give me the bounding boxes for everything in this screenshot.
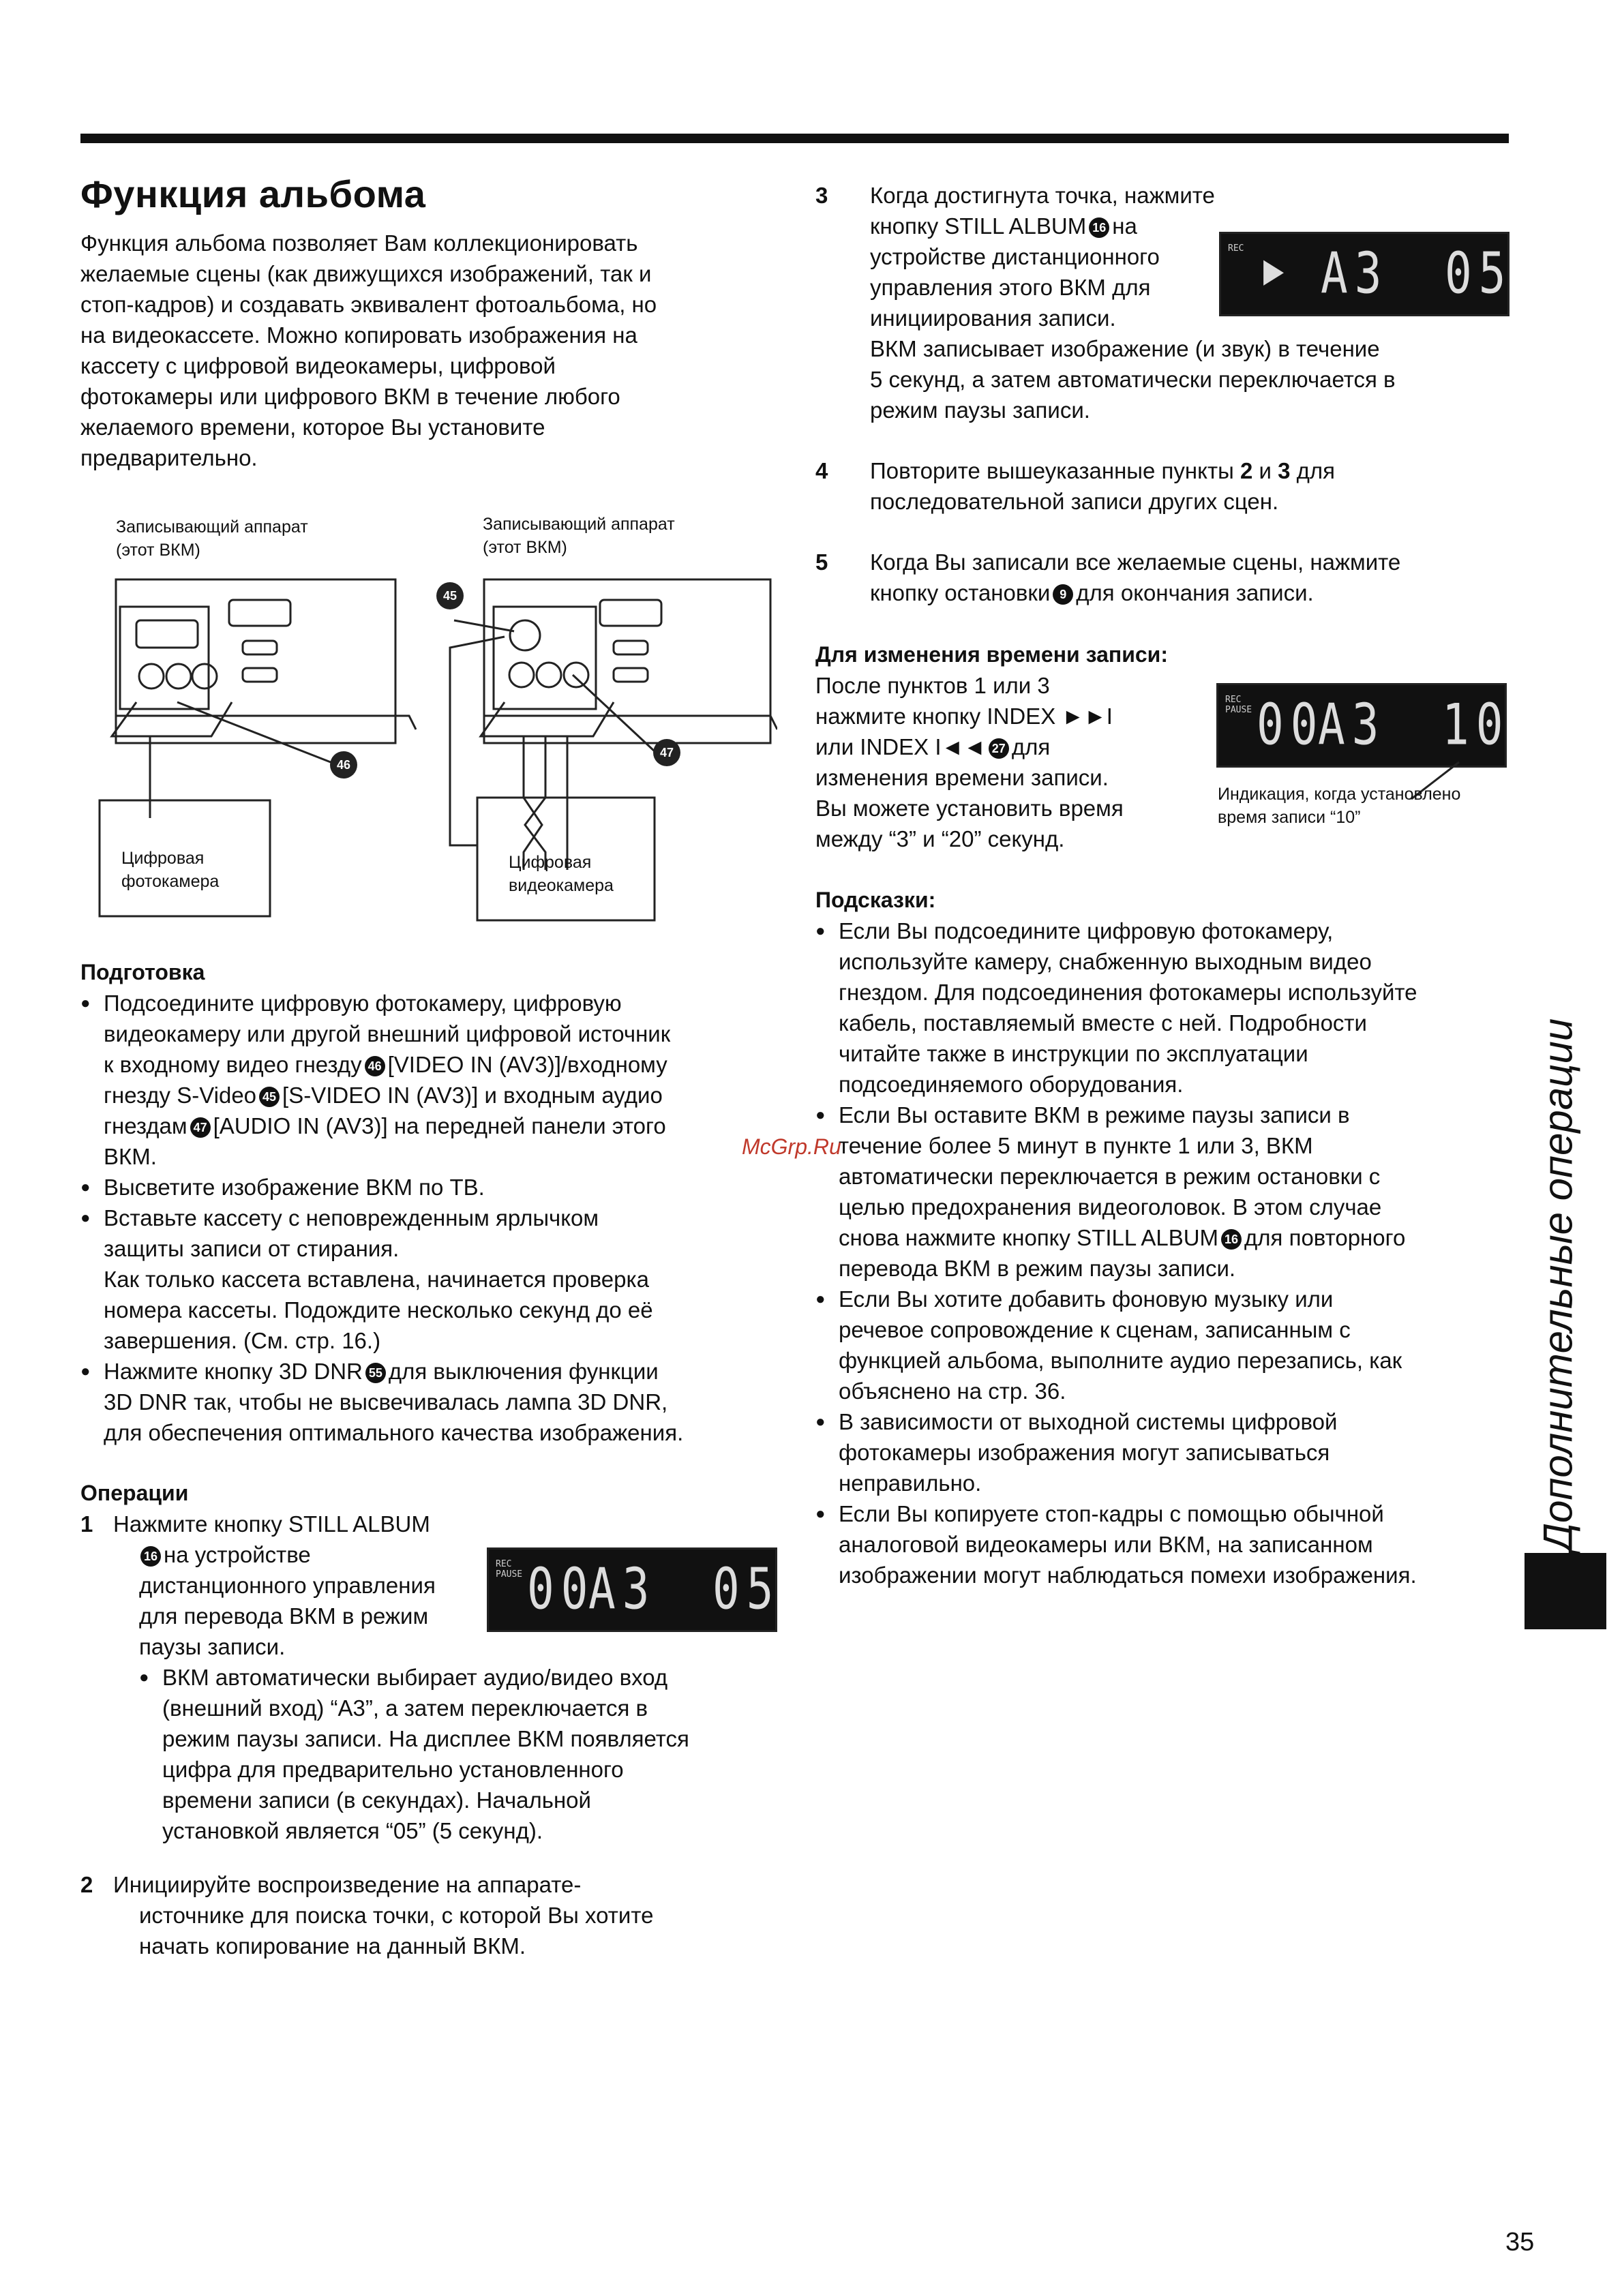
step-number: 1 <box>80 1511 93 1537</box>
tips-section <box>815 885 1504 1590</box>
label-line: фотокамера <box>121 872 220 891</box>
vcr-display-time10 <box>1216 683 1510 768</box>
text-line: автоматически переключается в режим остановки с <box>839 1164 1381 1189</box>
text-line: ВКМ. <box>104 1144 157 1169</box>
text-line: неправильно. <box>839 1470 982 1496</box>
page-number: 35 <box>1505 2228 1535 2256</box>
text-line: нажмите кнопку INDEX ►►I <box>815 704 1113 729</box>
intro-line: стоп-кадров) и создавать эквивалент фотоальбома, но <box>80 292 657 317</box>
label-line: Цифровая <box>509 853 592 872</box>
text-line: ● Если Вы хотите добавить фоновую музыку или <box>839 1286 1334 1312</box>
text-line: цифра для предварительно установленного <box>162 1757 624 1782</box>
tip-2 <box>815 1100 1504 1284</box>
text-line: режим паузы записи. <box>870 397 1090 423</box>
prep-bullet-1 <box>80 988 790 1172</box>
index-button-icon: 27 <box>989 738 1009 759</box>
left-source-label <box>121 847 219 893</box>
text-line: инициирования записи. <box>870 305 1116 331</box>
left-jack-video <box>139 664 164 689</box>
text-line: фотокамеры изображения могут записываться <box>839 1440 1330 1465</box>
intro-line: предварительно. <box>80 445 258 470</box>
label-line: (этот ВКМ) <box>483 538 567 557</box>
text-line: к входному видео гнезду 46 [VIDEO IN (AV3)]/входному <box>104 1052 667 1077</box>
diagram-left-label <box>116 515 308 562</box>
step-number: 3 <box>815 183 828 208</box>
text-line: 5 секунд, а затем автоматически переключается в <box>870 367 1396 392</box>
text-line: времени записи (в секундах). Начальной <box>162 1787 591 1813</box>
label-line: Записывающий аппарат <box>483 515 675 534</box>
label-line: Цифровая <box>121 849 205 868</box>
dnr-button-icon: 55 <box>365 1363 386 1383</box>
text-line: защиты записи от стирания. <box>104 1236 400 1261</box>
right-vcr-body <box>484 579 770 743</box>
text-line: между “3” и “20” секунд. <box>815 826 1065 851</box>
text-line: кнопку STILL ALBUM 16 на <box>870 213 1137 239</box>
text-line: ВКМ записывает изображение (и звук) в течение <box>870 336 1380 361</box>
text-line: читайте также в инструкции по эксплуатации <box>839 1041 1308 1066</box>
text-line: гнезду S-Video 45 [S-VIDEO IN (AV3)] и входным аудио <box>104 1083 663 1108</box>
step-number: 4 <box>815 458 828 483</box>
step-number: 2 <box>80 1872 93 1897</box>
text-line: управления этого ВКМ для <box>870 275 1151 300</box>
display-mode-indicator: REC PAUSE <box>496 1559 523 1580</box>
text-line: Когда достигнута точка, нажмите <box>870 183 1215 208</box>
text-line: гнездам 47 [AUDIO IN (AV3)] на передней панели этого <box>104 1113 666 1138</box>
callout-47-text: 47 <box>659 746 674 759</box>
caption-line: время записи “10” <box>1218 808 1361 827</box>
callout-47-line <box>573 675 655 751</box>
text-line: Инициируйте воспроизведение на аппарате- <box>113 1872 582 1897</box>
text-line: речевое сопровождение к сценам, записанным с <box>839 1317 1351 1342</box>
stop-button-icon: 9 <box>1053 584 1073 605</box>
text-line: 3D DNR так, чтобы не высвечивалась лампа 3D DNR, <box>104 1389 668 1415</box>
text-line: ● В зависимости от выходной системы цифровой <box>839 1409 1338 1434</box>
display-time: 05 <box>712 1556 781 1622</box>
prep-section <box>80 957 790 1448</box>
text-line: начать копирование на данный ВКМ. <box>139 1933 526 1959</box>
video-in-icon: 46 <box>365 1056 385 1076</box>
step-1-bullet <box>139 1662 790 1846</box>
intro-line: Функция альбома позволяет Вам коллекционировать <box>80 230 638 256</box>
text-line: ● Нажмите кнопку 3D DNR 55 для выключения функции <box>104 1359 659 1384</box>
ops-heading: Операции <box>80 1481 189 1505</box>
text-line: изображении могут наблюдаться помехи изображения. <box>839 1562 1417 1588</box>
text-line: После пунктов 1 или 3 <box>815 673 1050 698</box>
tips-heading: Подсказки: <box>815 888 936 912</box>
callout-46-text: 46 <box>336 758 351 772</box>
intro-line: желаемые сцены (как движущихся изображений, так и <box>80 261 652 286</box>
display-input: A3 <box>588 1556 657 1622</box>
section-side-label: Дополнительные операции <box>1535 1018 1581 1552</box>
prep-bullet-2 <box>80 1172 790 1203</box>
step-2 <box>80 1869 790 1961</box>
text-line: объяснено на стр. 36. <box>839 1378 1066 1404</box>
audio-in-icon: 47 <box>190 1117 211 1138</box>
watermark: McGrp.Ru <box>742 1134 841 1159</box>
intro-line: фотокамеры или цифрового ВКМ в течение любого <box>80 384 620 409</box>
caption-line: Индикация, когда установлено <box>1218 785 1461 804</box>
prep-bullet-3 <box>80 1203 790 1356</box>
right-source-label <box>509 851 614 897</box>
text-line: Нажмите кнопку STILL ALBUM <box>113 1511 430 1537</box>
left-vcr-body <box>116 579 395 743</box>
display-mode-indicator: REC PAUSE <box>1225 695 1252 715</box>
text-line: номера кассеты. Подождите несколько секунд до её <box>104 1297 653 1323</box>
text-line: ● Подсоедините цифровую фотокамеру, цифровую <box>104 991 622 1016</box>
text-line: перевода ВКМ в режим паузы записи. <box>839 1256 1236 1281</box>
tip-1 <box>815 916 1504 1100</box>
page-title: Функция альбома <box>80 172 426 215</box>
intro-paragraph <box>80 228 762 473</box>
tip-4 <box>815 1406 1504 1498</box>
text-line: кабель, поставляемый вместе с ней. Подробности <box>839 1010 1367 1036</box>
step-4: 4 Повторите вышеуказанные пункты 2 и 3 для последовательной записи других сцен. <box>815 455 1497 517</box>
text-line: для обеспечения оптимального качества изображения. <box>104 1420 684 1445</box>
text-line: ● Если Вы копируете стоп-кадры с помощью обычной <box>839 1501 1384 1526</box>
left-front-panel <box>120 607 209 709</box>
display-time: 05 <box>1445 241 1513 307</box>
display-caption <box>1218 783 1460 829</box>
text-line: ● Если Вы оставите ВКМ в режиме паузы записи в <box>839 1102 1350 1128</box>
display-input: A3 <box>1318 692 1386 758</box>
intro-line: на видеокассете. Можно копировать изображения на <box>80 322 637 348</box>
text-line: снова нажмите кнопку STILL ALBUM 16 для повторного <box>839 1225 1406 1250</box>
display-counter: 00 <box>527 1556 595 1622</box>
display-input: A3 <box>1321 241 1389 307</box>
text-line: завершения. (См. стр. 16.) <box>104 1328 381 1353</box>
right-jack-svideo <box>510 620 540 650</box>
text-line: устройстве дистанционного <box>870 244 1160 269</box>
text-line: течение более 5 минут в пункте 1 или 3, ВКМ <box>839 1133 1313 1158</box>
label-line: видеокамера <box>509 876 614 895</box>
text-line: ● ВКМ автоматически выбирает аудио/видео вход <box>162 1665 668 1690</box>
prep-heading: Подготовка <box>80 960 205 984</box>
tip-5 <box>815 1498 1504 1590</box>
step-5 <box>815 547 1497 608</box>
text-line: Как только кассета вставлена, начинается проверка <box>104 1267 649 1292</box>
top-rule <box>80 134 1509 143</box>
display-mode-indicator: REC <box>1228 243 1244 254</box>
callout-46-line <box>177 702 334 764</box>
text-line: паузы записи. <box>139 1634 286 1659</box>
intro-line: желаемого времени, которое Вы установите <box>80 414 545 440</box>
display-time: 10 <box>1442 692 1510 758</box>
intro-line: кассету с цифровой видеокамеры, цифровой <box>80 353 556 378</box>
text-line: целью предохранения видеоголовок. В этом случае <box>839 1194 1382 1220</box>
text-line: аналоговой видеокамеры или ВКМ, на записанном <box>839 1532 1373 1557</box>
text-line: Когда Вы записали все желаемые сцены, нажмите <box>870 549 1401 575</box>
text-line: или INDEX I◄◄ 27 для <box>815 734 1051 759</box>
text-line: гнездом. Для подсоединения фотокамеры используйте <box>839 980 1417 1005</box>
diagram-right-label <box>483 513 675 559</box>
text-line: дистанционного управления <box>139 1573 436 1598</box>
change-time-heading: Для изменения времени записи: <box>815 642 1168 667</box>
text-line: кнопку остановки 9 для окончания записи. <box>870 580 1314 605</box>
text-line: последовательной записи других сцен. <box>870 489 1279 514</box>
label-line: Записывающий аппарат <box>116 517 308 537</box>
text-line: видеокамеру или другой внешний цифровой источник <box>104 1021 671 1046</box>
text-line: (внешний вход) “A3”, а затем переключается в <box>162 1695 648 1721</box>
vcr-display-pause <box>487 1547 781 1632</box>
prep-bullet-4 <box>80 1356 790 1448</box>
text-line: для перевода ВКМ в режим <box>139 1603 429 1629</box>
display-counter: 00 <box>1257 692 1325 758</box>
still-album-icon: 16 <box>140 1546 161 1567</box>
text-line: изменения времени записи. <box>815 765 1109 790</box>
tip-3 <box>815 1284 1504 1406</box>
text-line: установкой является “05” (5 секунд). <box>162 1818 543 1843</box>
text-line: подсоединяемого оборудования. <box>839 1072 1184 1097</box>
text-line: режим паузы записи. На дисплее ВКМ появляется <box>162 1726 689 1751</box>
label-line: (этот ВКМ) <box>116 541 200 560</box>
still-album-icon: 16 <box>1089 217 1109 238</box>
text-line: 16 на устройстве <box>80 1539 790 1570</box>
text-line: источнике для поиска точки, с которой Вы хотите <box>139 1903 654 1928</box>
text-line: ● Вставьте кассету с неповрежденным ярлычком <box>104 1205 599 1230</box>
text-line: ● Если Вы подсоедините цифровую фотокамеру, <box>839 918 1334 943</box>
record-arrow-icon: ▶ <box>1263 245 1291 294</box>
text-line: функцией альбома, выполните аудио перезапись, как <box>839 1348 1402 1373</box>
callout-45-text: 45 <box>442 589 457 603</box>
vcr-display-recording <box>1219 232 1513 316</box>
svideo-in-icon: 45 <box>259 1087 280 1107</box>
section-tab-marker <box>1525 1553 1606 1629</box>
text-line: используйте камеру, снабженную выходным видео <box>839 949 1372 974</box>
text-line: Вы можете установить время <box>815 796 1124 821</box>
change-time-section <box>815 639 1225 854</box>
step-number: 5 <box>815 549 828 575</box>
text-line: ● Высветите изображение ВКМ по ТВ. <box>104 1175 485 1200</box>
still-album-icon: 16 <box>1221 1229 1242 1250</box>
